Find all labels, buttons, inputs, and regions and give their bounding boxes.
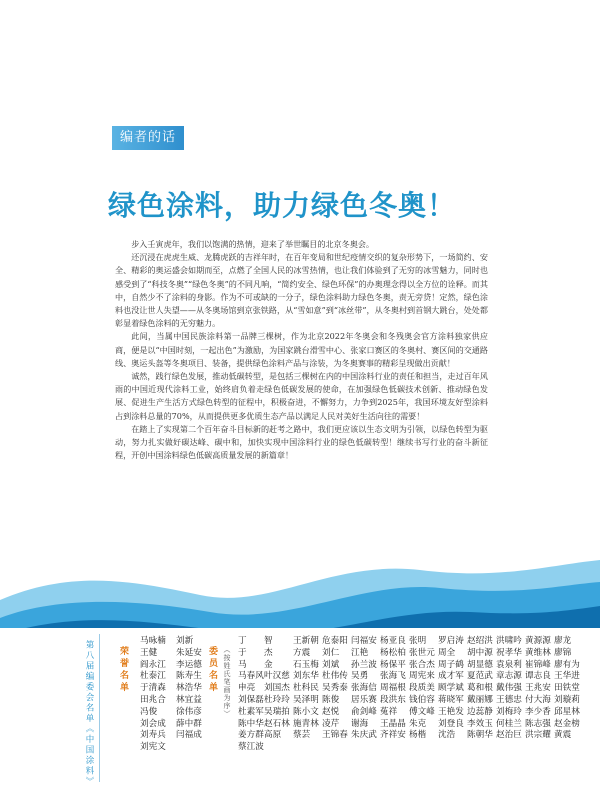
paragraph: 诚然，践行绿色发展，推动低碳转型，是包括三棵树在内的中国涂料行业的责任和担当，走过百年风雨的中国近现代涂料工业，始终肩负着走绿色低碳发展的使命，在加强绿色低碳技术创新、推动绿色发展、促进生产生活方式绿色转型的征程中，积极奋进，不懈努力，力争到2025年，我国环境友好型涂料占到涂料总量的70%，从而提供更多优质生态产品以满足人民对美好生活向往的需要！ [115, 371, 488, 421]
roster-name: 吴泽明 [293, 694, 319, 705]
roster-name: 齐祥安 [380, 730, 406, 741]
roster-name: 张明 [409, 636, 427, 646]
consultants-label: 荣誉名单 [118, 646, 128, 694]
paragraph: 步入壬寅虎年，我们以饱满的热情，迎来了举世瞩目的北京冬奥会。 [131, 239, 375, 249]
article-body [115, 238, 488, 462]
roster-name: 智 [264, 636, 273, 646]
roster-name: 丁 [238, 636, 247, 646]
roster-name: 段质美 [409, 683, 435, 694]
roster-name: 戴丽娜 [467, 694, 493, 705]
roster-name: 刘仁 [322, 647, 340, 658]
roster-name: 黄震 [554, 730, 572, 741]
roster-name: 章志源 [496, 671, 522, 682]
roster-name: 朱庆武 [351, 730, 377, 741]
roster-name: 吴瑞拍 [264, 706, 290, 717]
roster-name: 刘新 [176, 636, 194, 646]
roster-name: 谭志良 [525, 671, 551, 682]
paragraph: 此间，当属中国民族涂料第一品牌三棵树，作为北京2022年冬奥会和冬残奥会官方涂料独家供应商，便是以“中国时刻，一起出色”为激励，为国家跳台滑雪中心、张家口赛区的冬奥村、赛区间的交通路线、奥运头盔等冬奥项目、装备，提供绿色涂料产品与涂装，为冬奥赛事的精彩呈现做出贡献！ [115, 331, 488, 368]
roster-name: 崔锦峰 [525, 659, 551, 670]
roster-name: 于清森 [140, 683, 166, 694]
roster-name: 赵悦 [322, 706, 340, 717]
roster-name: 徐伟彦 [176, 706, 202, 717]
roster-name: 林宜益 [176, 694, 202, 705]
section-tag: 编者的话 [112, 126, 184, 150]
roster-name: 刘保磊 [238, 694, 264, 705]
roster-name: 张世元 [409, 647, 435, 658]
roster-name: 闫福成 [176, 730, 202, 741]
roster-name: 周子鹤 [438, 659, 464, 670]
roster-name: 李效玉 [467, 718, 493, 729]
roster-name: 马 [238, 659, 247, 670]
divider [99, 634, 100, 782]
roster-name: 孙兰波 [351, 659, 377, 670]
roster-name: 凌芹 [322, 718, 340, 729]
roster-name: 蒋晓军 [438, 694, 464, 705]
roster-name: 蔡江波 [238, 742, 264, 753]
roster-name: 王新朝 [293, 636, 319, 646]
roster-name: 方震 [293, 647, 311, 658]
roster-name: 周福根 [380, 683, 406, 694]
page-title: 绿色涂料，助力绿色冬奥！ [108, 189, 457, 222]
roster-name: 王锦春 [322, 730, 348, 741]
committee-list [238, 637, 578, 753]
roster-name: 罗启涛 [438, 636, 464, 646]
roster-name: 申亮 [238, 683, 256, 694]
roster-name: 林浩华 [176, 683, 202, 694]
roster-name: 钱伯容 [409, 694, 435, 705]
roster-name: 廖锦 [554, 647, 572, 658]
roster-name: 王德忠 [496, 694, 522, 705]
roster-name: 周全 [438, 647, 456, 658]
roster-name: 杜科民 [293, 683, 319, 694]
roster-name: 闫福安 [351, 636, 377, 646]
roster-name: 成才军 [438, 671, 464, 682]
roster-name: 张合杰 [409, 659, 435, 670]
roster-name: 田兆合 [140, 694, 166, 705]
roster-name: 洪啸吟 [496, 636, 522, 646]
roster-name: 刘登良 [438, 718, 464, 729]
roster-name: 李运德 [176, 659, 202, 670]
roster-name: 王艳发 [438, 706, 464, 717]
roster-name: 杨亚良 [380, 636, 406, 646]
roster-name: 于 [238, 647, 247, 658]
roster-name: 谢海 [351, 718, 369, 729]
committee-label: 委员名单 [207, 646, 217, 694]
roster-name: 刘梅玲 [496, 706, 522, 717]
roster-name: 杰 [264, 647, 273, 658]
roster-name: 高原 [264, 730, 282, 741]
roster-name: 边蕊静 [467, 706, 493, 717]
roster-name: 刘斌 [322, 659, 340, 670]
roster-name: 马咏楠 [140, 636, 166, 646]
roster-name: 戴伟强 [496, 683, 522, 694]
roster-name: 居乐赛 [351, 694, 377, 705]
roster-name: 叶汉慈 [264, 671, 290, 682]
roster-name: 姜方群 [238, 730, 264, 741]
roster-name: 危泰阳 [322, 636, 348, 646]
roster-name: 黄源源 [525, 636, 551, 646]
roster-name: 王健 [140, 647, 158, 658]
roster-name: 陈志强 [525, 718, 551, 729]
roster-name: 杨松柏 [380, 647, 406, 658]
roster-name: 杨保平 [380, 659, 406, 670]
roster-name: 王兆安 [525, 683, 551, 694]
roster-name: 何桂兰 [496, 718, 522, 729]
roster-name: 施青林 [293, 718, 319, 729]
roster-name: 王晶晶 [380, 718, 406, 729]
roster-name: 陈中华 [238, 718, 264, 729]
roster-name: 葛和根 [467, 683, 493, 694]
roster-name: 顾学斌 [438, 683, 464, 694]
roster-name: 杜素军 [238, 706, 264, 717]
roster-name: 陈寿生 [176, 671, 202, 682]
roster-name: 王华进 [554, 671, 580, 682]
roster-name: 刘寿兵 [140, 730, 166, 741]
roster-name: 陈朝华 [467, 730, 493, 741]
roster-name: 胡中源 [467, 647, 493, 658]
committee-note: （按姓氏笔画为序） [223, 646, 231, 718]
roster-name: 杜泰江 [140, 671, 166, 682]
roster-name: 杨楷 [409, 730, 427, 741]
roster-name: 刘璇莉 [554, 694, 580, 705]
roster-name: 陈俊 [322, 694, 340, 705]
roster-name: 胡显德 [467, 659, 493, 670]
roster-name: 刘会成 [140, 718, 166, 729]
consultants-list [140, 637, 212, 753]
roster-name: 杜伟传 [322, 671, 348, 682]
roster-name: 江艳 [351, 647, 369, 658]
roster-name: 赵石林 [264, 718, 290, 729]
roster-name: 蔡芸 [293, 730, 311, 741]
roster-name: 马春风 [238, 671, 264, 682]
roster-name: 阎永江 [140, 659, 166, 670]
roster-name: 祝孝华 [496, 647, 522, 658]
roster-name: 李少香 [525, 706, 551, 717]
roster-name: 菟祥 [380, 706, 398, 717]
roster-name: 俞剑峰 [351, 706, 377, 717]
roster-name: 田铁堂 [554, 683, 580, 694]
roster-name: 廖有为 [554, 659, 580, 670]
roster-name: 袁泉利 [496, 659, 522, 670]
roster-name: 朱克 [409, 718, 427, 729]
roster-side-title: 第八届编委会名单《中国涂料》 [84, 640, 94, 787]
roster-name: 傅文峰 [409, 706, 435, 717]
roster-name: 廖龙 [554, 636, 572, 646]
roster-name: 冯俊 [140, 706, 158, 717]
roster-name [176, 743, 212, 753]
roster-name: 沈浩 [438, 730, 456, 741]
paragraph: 在踏上了实现第二个百年奋斗目标新的赶考之路中，我们更应该以生态文明为引领，以绿色转型为驱动，努力扎实做好碳达峰、碳中和，加快实现中国涂料行业的绿色低碳转型！继续书写行业的奋斗新征程，开创中国涂料绿色低碳高质量发展的新篇章！ [115, 423, 488, 461]
roster-name: 薛中群 [176, 718, 202, 729]
roster-name: 赵绍洪 [467, 636, 493, 646]
roster-name: 杜玲玲 [264, 694, 290, 705]
roster-name: 石玉梅 [293, 659, 319, 670]
roster-name: 金 [264, 659, 273, 670]
roster-name: 洪宗耀 [525, 730, 551, 741]
roster-name: 赵治巨 [496, 730, 522, 741]
roster-name: 周宪来 [409, 671, 435, 682]
roster-name: 付大海 [525, 694, 551, 705]
roster-name: 段洪东 [380, 694, 406, 705]
roster-name: 张海信 [351, 683, 377, 694]
roster-name: 吴秀泰 [322, 683, 348, 694]
roster-name: 张海飞 [380, 671, 406, 682]
roster-name: 夏范武 [467, 671, 493, 682]
roster-name: 赵金榜 [554, 718, 580, 729]
roster-name: 朱延安 [176, 647, 202, 658]
roster-name: 刘东华 [293, 671, 319, 682]
roster-name: 陈小文 [293, 706, 319, 717]
roster-name: 刘宪文 [140, 742, 166, 753]
paragraph: 还沉浸在虎虎生威、龙腾虎跃的吉祥年时，在百年变局和世纪疫情交织的复杂形势下，一场简约、安全、精彩的奥运盛会如期而至，点燃了全国人民的冰雪热情，也让我们体验到了无穷的冰雪魅力，同时也感受到了“科技冬奥”“绿色冬奥”的不同凡响，“简约安全、绿色环保”的办奥理念得以全方位的诠释。而其中，自然少不了涂料的身影。作为不可或缺的一分子，绿色涂料助力绿色冬奥，责无旁贷！定然，绿色涂料也没让世人失望——从冬奥场馆到京张铁路，从“雪如意”到“冰丝带”，从冬奥村到首钢大跳台，处处都彰显着绿色涂料的无穷魅力。 [115, 252, 488, 329]
roster-name: 刘国杰 [264, 683, 290, 694]
roster-name: 邱星林 [554, 706, 580, 717]
roster-name: 吴勇 [351, 671, 369, 682]
roster-name: 黄维林 [525, 647, 551, 658]
